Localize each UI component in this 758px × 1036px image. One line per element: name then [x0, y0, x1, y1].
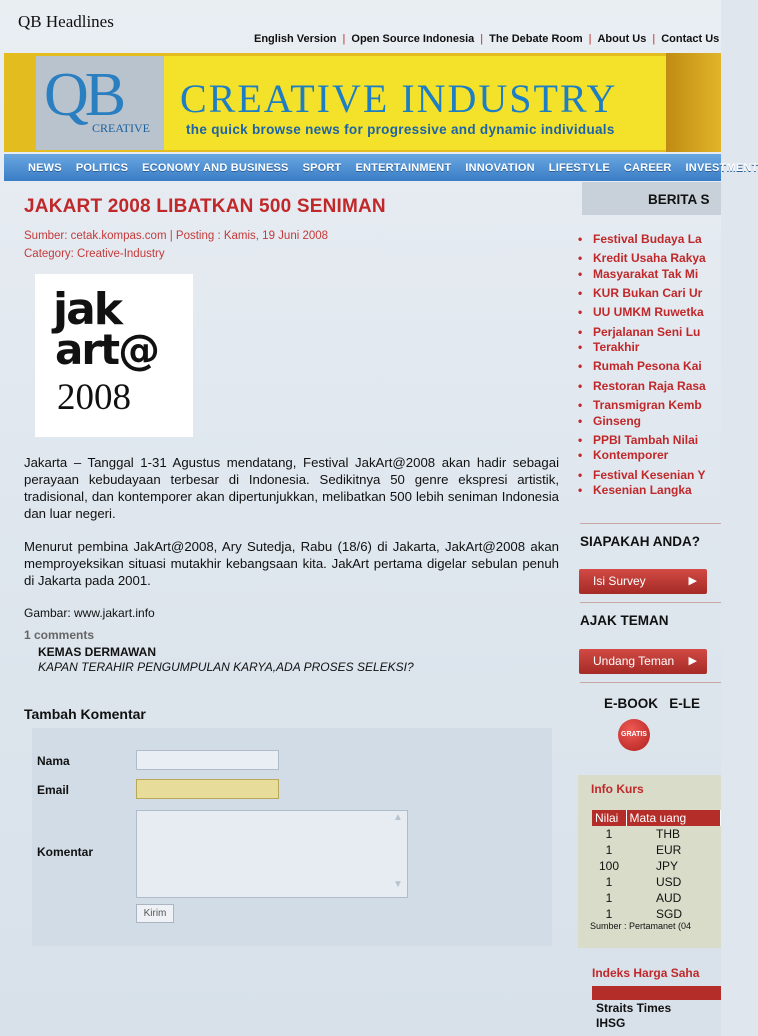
table-row: [592, 874, 721, 890]
site-logo: QB: [44, 61, 123, 129]
article-paragraph: Jakarta – Tanggal 1-31 Agustus mendatang, Festival JakArt@2008 akan hadir sebagai perayaan kebudayaan terbesar di Indonesia. Sedikitnya 50 genre ekspresi artistik, tradisional, dan kontemporer akan dipertunjukkan, melibatkan 500 lebih seniman Indonesia dan luar negeri.: [24, 455, 559, 521]
comment-form-title: Tambah Komentar: [24, 706, 146, 722]
divider: [580, 602, 721, 603]
table-row: [592, 826, 721, 842]
top-link-debate-room[interactable]: The Debate Room: [489, 33, 583, 45]
ihsg-header-bar: [592, 986, 721, 1000]
nav-sport[interactable]: SPORT: [302, 161, 342, 174]
main-nav: [4, 154, 758, 181]
kurs-value: 1: [605, 891, 613, 905]
comment-form: [32, 728, 552, 946]
scroll-up-icon[interactable]: ▲: [393, 812, 403, 823]
news-item[interactable]: • Perjalanan Seni Lu: [578, 325, 721, 341]
email-field[interactable]: [136, 779, 279, 799]
kurs-currency: SGD: [656, 907, 683, 921]
kurs-value: 1: [605, 907, 613, 921]
arrow-right-icon: ▶: [688, 655, 697, 667]
separator: |: [652, 33, 656, 45]
news-item[interactable]: • Festival Kesenian Y: [578, 468, 721, 484]
news-item[interactable]: • UU UMKM Ruwetka: [578, 305, 721, 321]
news-item-cont[interactable]: • Terakhir: [578, 340, 721, 356]
berita-title: BERITA S: [648, 192, 710, 207]
ebook-title: E-BOOK E-LE: [604, 696, 701, 711]
kurs-currency: AUD: [656, 891, 682, 905]
kurs-currency: EUR: [656, 843, 682, 857]
jakart-logo-line1: jak: [53, 284, 122, 335]
survey-title: SIAPAKAH ANDA?: [580, 534, 700, 549]
article-meta: [24, 227, 564, 263]
kurs-table: [592, 810, 721, 922]
survey-button-label: Isi Survey: [593, 574, 646, 588]
table-row: [592, 842, 721, 858]
table-row: [592, 906, 721, 922]
news-item[interactable]: • PPBI Tambah Nilai: [578, 433, 721, 449]
jakart-logo-year: 2008: [57, 377, 131, 418]
divider: [580, 682, 721, 683]
sidebar: [578, 180, 721, 1036]
news-item[interactable]: • Rumah Pesona Kai: [578, 359, 721, 375]
nav-entertainment[interactable]: ENTERTAINMENT: [355, 161, 452, 174]
banner-headline: CREATIVE INDUSTRY: [180, 76, 618, 121]
invite-button[interactable]: [579, 649, 707, 674]
news-item[interactable]: • Kredit Usaha Rakya: [578, 251, 721, 267]
news-item-cont[interactable]: • Kesenian Langka: [578, 483, 721, 499]
kurs-value: 1: [605, 827, 613, 841]
nav-innovation[interactable]: INNOVATION: [465, 161, 535, 174]
kurs-box: [578, 775, 721, 948]
article-paragraph: Menurut pembina JakArt@2008, Ary Sutedja, Rabu (18/6) di Jakarta, JakArt@2008 akan memproyeksikan situasi mutakhir kebangsaan kita. JakArt pertama digelar sebulan penuh di Jakarta pada 2001.: [24, 539, 559, 588]
separator: |: [480, 33, 484, 45]
comment-label: Komentar: [37, 845, 94, 859]
nav-lifestyle[interactable]: LIFESTYLE: [548, 161, 610, 174]
table-row: [592, 890, 721, 906]
ihsg-row: IHSG: [596, 1016, 626, 1030]
survey-button[interactable]: [579, 569, 707, 594]
kurs-value: 1: [605, 875, 613, 889]
article-source: Sumber: cetak.kompas.com | Posting : Kamis, 19 Juni 2008: [24, 230, 329, 242]
submit-button[interactable]: Kirim: [136, 904, 174, 923]
gratis-badge-icon[interactable]: GRATIS: [618, 719, 650, 751]
news-item[interactable]: • Restoran Raja Rasa: [578, 379, 721, 395]
top-link-contact[interactable]: Contact Us: [661, 33, 720, 45]
berita-header: [582, 182, 721, 215]
top-link-english[interactable]: English Version: [254, 33, 337, 45]
image-caption: Gambar: www.jakart.info: [24, 606, 155, 620]
comment-item: [38, 645, 556, 681]
kurs-value: 100: [598, 859, 620, 873]
nav-investment[interactable]: INVESTMENT: [685, 161, 758, 174]
article-main: [24, 196, 564, 919]
email-label: Email: [37, 783, 70, 797]
news-item-cont[interactable]: • Ginseng: [578, 414, 721, 430]
nav-politics[interactable]: POLITICS: [75, 161, 129, 174]
name-field[interactable]: [136, 750, 279, 770]
kurs-header-row: [592, 810, 721, 826]
banner-decoration: [666, 53, 721, 152]
kurs-title: Info Kurs: [591, 782, 644, 796]
textarea-scrollbar[interactable]: [390, 812, 406, 896]
invite-title: AJAK TEMAN: [580, 613, 669, 628]
kurs-currency: THB: [656, 827, 680, 841]
separator: |: [588, 33, 592, 45]
jakart-logo-image: [35, 274, 193, 437]
news-item[interactable]: • Transmigran Kemb: [578, 398, 721, 414]
ihsg-row: Straits Times: [596, 1001, 672, 1015]
article-title: JAKART 2008 LIBATKAN 500 SENIMAN: [24, 196, 386, 217]
article-body: [24, 454, 559, 605]
invite-button-label: Undang Teman: [593, 654, 675, 668]
site-banner[interactable]: [4, 53, 721, 152]
kurs-header-nilai: Nilai: [592, 810, 626, 826]
top-links: [254, 33, 719, 45]
site-title: QB Headlines: [18, 12, 114, 31]
banner-tagline: the quick browse news for progressive and dynamic individuals: [186, 122, 615, 137]
jakart-logo-line2: art@: [55, 325, 159, 374]
comment-text: KAPAN TERAHIR PENGUMPULAN KARYA,ADA PROSES SELEKSI?: [38, 660, 414, 674]
news-item-cont[interactable]: • Kontemporer: [578, 448, 721, 464]
scroll-down-icon[interactable]: ▼: [393, 879, 403, 890]
name-label: Nama: [37, 754, 70, 768]
article-category[interactable]: Category: Creative-Industry: [24, 248, 165, 260]
nav-career[interactable]: CAREER: [623, 161, 672, 174]
separator: |: [342, 33, 346, 45]
arrow-right-icon: ▶: [688, 575, 697, 587]
kurs-currency: JPY: [656, 859, 679, 873]
kurs-currency: USD: [656, 875, 682, 889]
news-list: [578, 232, 721, 502]
kurs-header-mata-uang: Mata uang: [626, 810, 721, 826]
top-link-open-source[interactable]: Open Source Indonesia: [351, 33, 475, 45]
ihsg-title: Indeks Harga Saha: [592, 966, 700, 980]
nav-news[interactable]: NEWS: [28, 161, 62, 174]
comment-textarea[interactable]: [136, 810, 408, 898]
kurs-value: 1: [605, 843, 613, 857]
news-item-cont[interactable]: • Masyarakat Tak Mi: [578, 267, 721, 283]
news-item[interactable]: • KUR Bukan Cari Ur: [578, 286, 721, 302]
news-item[interactable]: • Festival Budaya La: [578, 232, 721, 248]
table-row: [592, 858, 721, 874]
comment-author: KEMAS DERMAWAN: [38, 645, 157, 659]
divider: [580, 523, 721, 524]
comments-count: 1 comments: [24, 628, 95, 642]
site-logo-sub: CREATIVE: [92, 121, 150, 135]
kurs-source: Sumber : Pertamanet (04: [590, 921, 692, 931]
top-link-about[interactable]: About Us: [597, 33, 647, 45]
nav-economy[interactable]: ECONOMY AND BUSINESS: [142, 161, 289, 174]
